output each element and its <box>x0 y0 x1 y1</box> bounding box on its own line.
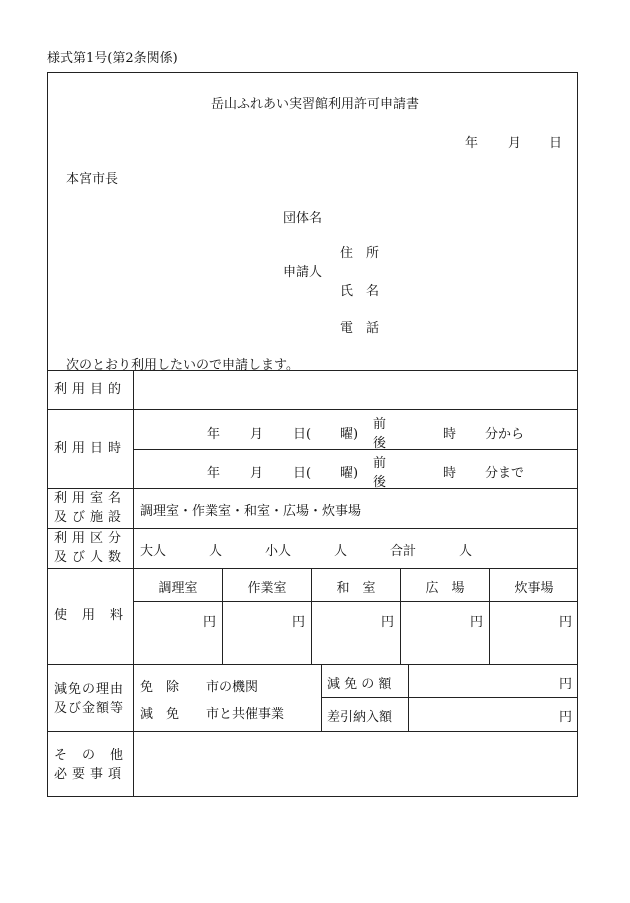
datetime-label: 利用日時 <box>54 441 127 456</box>
total-unit: 人 <box>459 544 473 559</box>
exempt-value: 市の機関 <box>206 680 259 695</box>
net-payment-label: 差引納入額 <box>327 710 393 725</box>
other-label-line2: 必要事項 <box>54 767 127 782</box>
adult-unit: 人 <box>209 544 223 559</box>
category-label-line1: 利用区分 <box>54 531 127 546</box>
fee-col-workshop: 作業室 <box>247 581 287 596</box>
row-divider <box>133 601 578 602</box>
row-divider <box>47 409 578 410</box>
date-month: 月 <box>508 136 522 151</box>
addressee: 本宮市長 <box>66 172 119 187</box>
group-name-label: 団体名 <box>283 211 323 226</box>
row-divider <box>133 449 578 450</box>
fee-col-plaza: 広 場 <box>425 581 465 596</box>
fee-label: 使 用 料 <box>54 608 125 623</box>
from-pm: 後 <box>373 436 387 451</box>
name-label: 氏 名 <box>340 284 380 299</box>
to-day: 日( <box>293 466 312 481</box>
row-divider <box>321 697 578 698</box>
from-weekday: 曜) <box>340 427 359 442</box>
to-pm: 後 <box>373 475 387 490</box>
reduction-label-line2: 及び金額等 <box>54 701 125 716</box>
adult-label: 大人 <box>140 544 167 559</box>
row-divider <box>47 664 578 665</box>
row-divider <box>47 528 578 529</box>
from-hour: 時 <box>443 427 457 442</box>
address-label: 住 所 <box>340 246 380 261</box>
other-label-line1: そ の 他 <box>54 748 125 763</box>
date-year: 年 <box>465 136 479 151</box>
to-month: 月 <box>250 466 264 481</box>
child-label: 小人 <box>265 544 292 559</box>
phone-label: 電 話 <box>340 321 380 336</box>
applicant-label: 申請人 <box>283 265 323 280</box>
from-year: 年 <box>207 427 221 442</box>
reduce-value: 市と共催事業 <box>206 707 285 722</box>
request-statement: 次のとおり利用したいので申請します。 <box>66 358 299 373</box>
rooms-label-line1: 利用室名 <box>54 491 127 506</box>
to-am: 前 <box>373 456 387 471</box>
fee-yen-workshop: 円 <box>291 615 305 630</box>
total-label: 合計 <box>390 544 417 559</box>
reduction-label-line1: 減免の理由 <box>54 682 125 697</box>
exempt-label: 免 除 <box>140 680 180 695</box>
fee-col-japanese-room: 和 室 <box>336 581 376 596</box>
row-divider <box>47 568 578 569</box>
fee-col-kitchen: 炊事場 <box>514 581 554 596</box>
reduction-divider <box>321 664 322 731</box>
rooms-value: 調理室・作業室・和室・広場・炊事場 <box>140 504 362 519</box>
row-divider <box>47 488 578 489</box>
reduction-amount-yen: 円 <box>558 677 572 692</box>
child-unit: 人 <box>334 544 348 559</box>
purpose-label: 利用目的 <box>54 382 127 397</box>
form-number: 様式第1号(第2条関係) <box>47 51 178 66</box>
from-month: 月 <box>250 427 264 442</box>
reduce-label: 減 免 <box>140 707 180 722</box>
fee-yen-plaza: 円 <box>469 615 483 630</box>
to-weekday: 曜) <box>340 466 359 481</box>
fee-yen-kitchen: 円 <box>558 615 572 630</box>
fee-col-cooking: 調理室 <box>158 581 198 596</box>
net-payment-yen: 円 <box>558 710 572 725</box>
from-am: 前 <box>373 417 387 432</box>
to-year: 年 <box>207 466 221 481</box>
date-day: 日 <box>549 136 563 151</box>
fee-yen-cooking: 円 <box>202 615 216 630</box>
fee-yen-japanese-room: 円 <box>380 615 394 630</box>
other-field[interactable] <box>134 732 577 796</box>
category-label-line2: 及び人数 <box>54 550 127 565</box>
from-minute: 分から <box>485 427 525 442</box>
rooms-label-line2: 及び施設 <box>54 510 127 525</box>
form-title: 岳山ふれあい実習館利用許可申請書 <box>210 97 419 112</box>
from-day: 日( <box>293 427 312 442</box>
to-minute: 分まで <box>485 466 525 481</box>
to-hour: 時 <box>443 466 457 481</box>
purpose-field[interactable] <box>134 371 577 408</box>
reduction-amount-label: 減 免 の 額 <box>327 677 392 692</box>
